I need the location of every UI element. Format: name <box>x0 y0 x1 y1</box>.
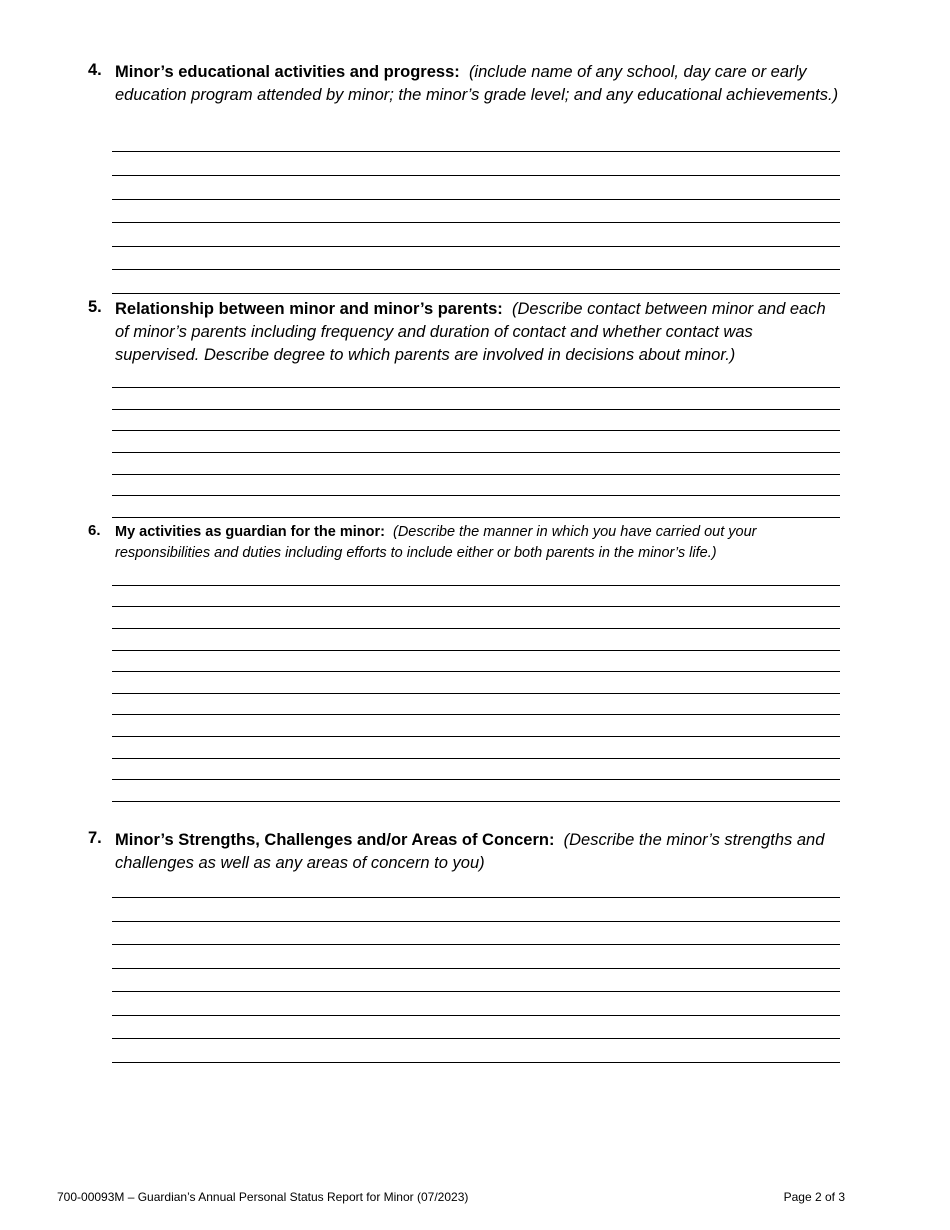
answer-line[interactable] <box>112 151 840 152</box>
answer-line[interactable] <box>112 269 840 270</box>
section-instructions: (Describe contact between minor and each of minor’s parents including frequency and duration of contact and whether contact was supervised. Describe degree to which parents are involved in decisions about minor.) <box>115 300 826 364</box>
answer-line[interactable] <box>112 671 840 672</box>
answer-line[interactable] <box>112 1038 840 1039</box>
answer-line[interactable] <box>112 1062 840 1063</box>
section-number: 6. <box>88 522 101 539</box>
section-number: 4. <box>88 61 102 79</box>
section-title: Minor’s Strengths, Challenges and/or Areas of Concern: <box>115 831 555 849</box>
section-number: 5. <box>88 298 102 316</box>
answer-line[interactable] <box>112 222 840 223</box>
answer-line[interactable] <box>112 246 840 247</box>
answer-line[interactable] <box>112 693 840 694</box>
page-number: Page 2 of 3 <box>783 1190 845 1204</box>
section-title: Relationship between minor and minor’s parents: <box>115 300 503 318</box>
answer-line[interactable] <box>112 628 840 629</box>
section-instructions: (Describe the manner in which you have carried out your responsibilities and duties including efforts to include either or both parents in the minor’s life.) <box>115 524 757 561</box>
section-title: My activities as guardian for the minor: <box>115 524 385 540</box>
section-title: Minor’s educational activities and progress: <box>115 63 460 81</box>
section-7-heading <box>88 829 840 875</box>
answer-line[interactable] <box>112 968 840 969</box>
section-5-heading <box>88 298 840 367</box>
answer-line[interactable] <box>112 944 840 945</box>
answer-line[interactable] <box>112 474 840 475</box>
answer-line[interactable] <box>112 517 840 518</box>
answer-line[interactable] <box>112 175 840 176</box>
answer-line[interactable] <box>112 736 840 737</box>
answer-line[interactable] <box>112 199 840 200</box>
answer-line[interactable] <box>112 921 840 922</box>
answer-line[interactable] <box>112 779 840 780</box>
answer-line[interactable] <box>112 452 840 453</box>
answer-line[interactable] <box>112 714 840 715</box>
answer-line[interactable] <box>112 585 840 586</box>
answer-line[interactable] <box>112 801 840 802</box>
answer-line[interactable] <box>112 650 840 651</box>
answer-line[interactable] <box>112 430 840 431</box>
answer-line[interactable] <box>112 387 840 388</box>
section-instructions: (include name of any school, day care or early education program attended by minor; the minor’s grade level; and any educational achievements.) <box>115 63 839 104</box>
answer-line[interactable] <box>112 1015 840 1016</box>
section-6-heading <box>88 522 840 564</box>
section-instructions: (Describe the minor’s strengths and challenges as well as any areas of concern to you) <box>115 831 825 872</box>
section-number: 7. <box>88 829 102 847</box>
answer-line[interactable] <box>112 495 840 496</box>
answer-line[interactable] <box>112 293 840 294</box>
answer-line[interactable] <box>112 606 840 607</box>
section-4-heading <box>88 61 840 107</box>
answer-line[interactable] <box>112 758 840 759</box>
form-title-footer: 700-00093M – Guardian’s Annual Personal Status Report for Minor (07/2023) <box>57 1190 469 1204</box>
answer-line[interactable] <box>112 897 840 898</box>
answer-line[interactable] <box>112 409 840 410</box>
answer-line[interactable] <box>112 991 840 992</box>
